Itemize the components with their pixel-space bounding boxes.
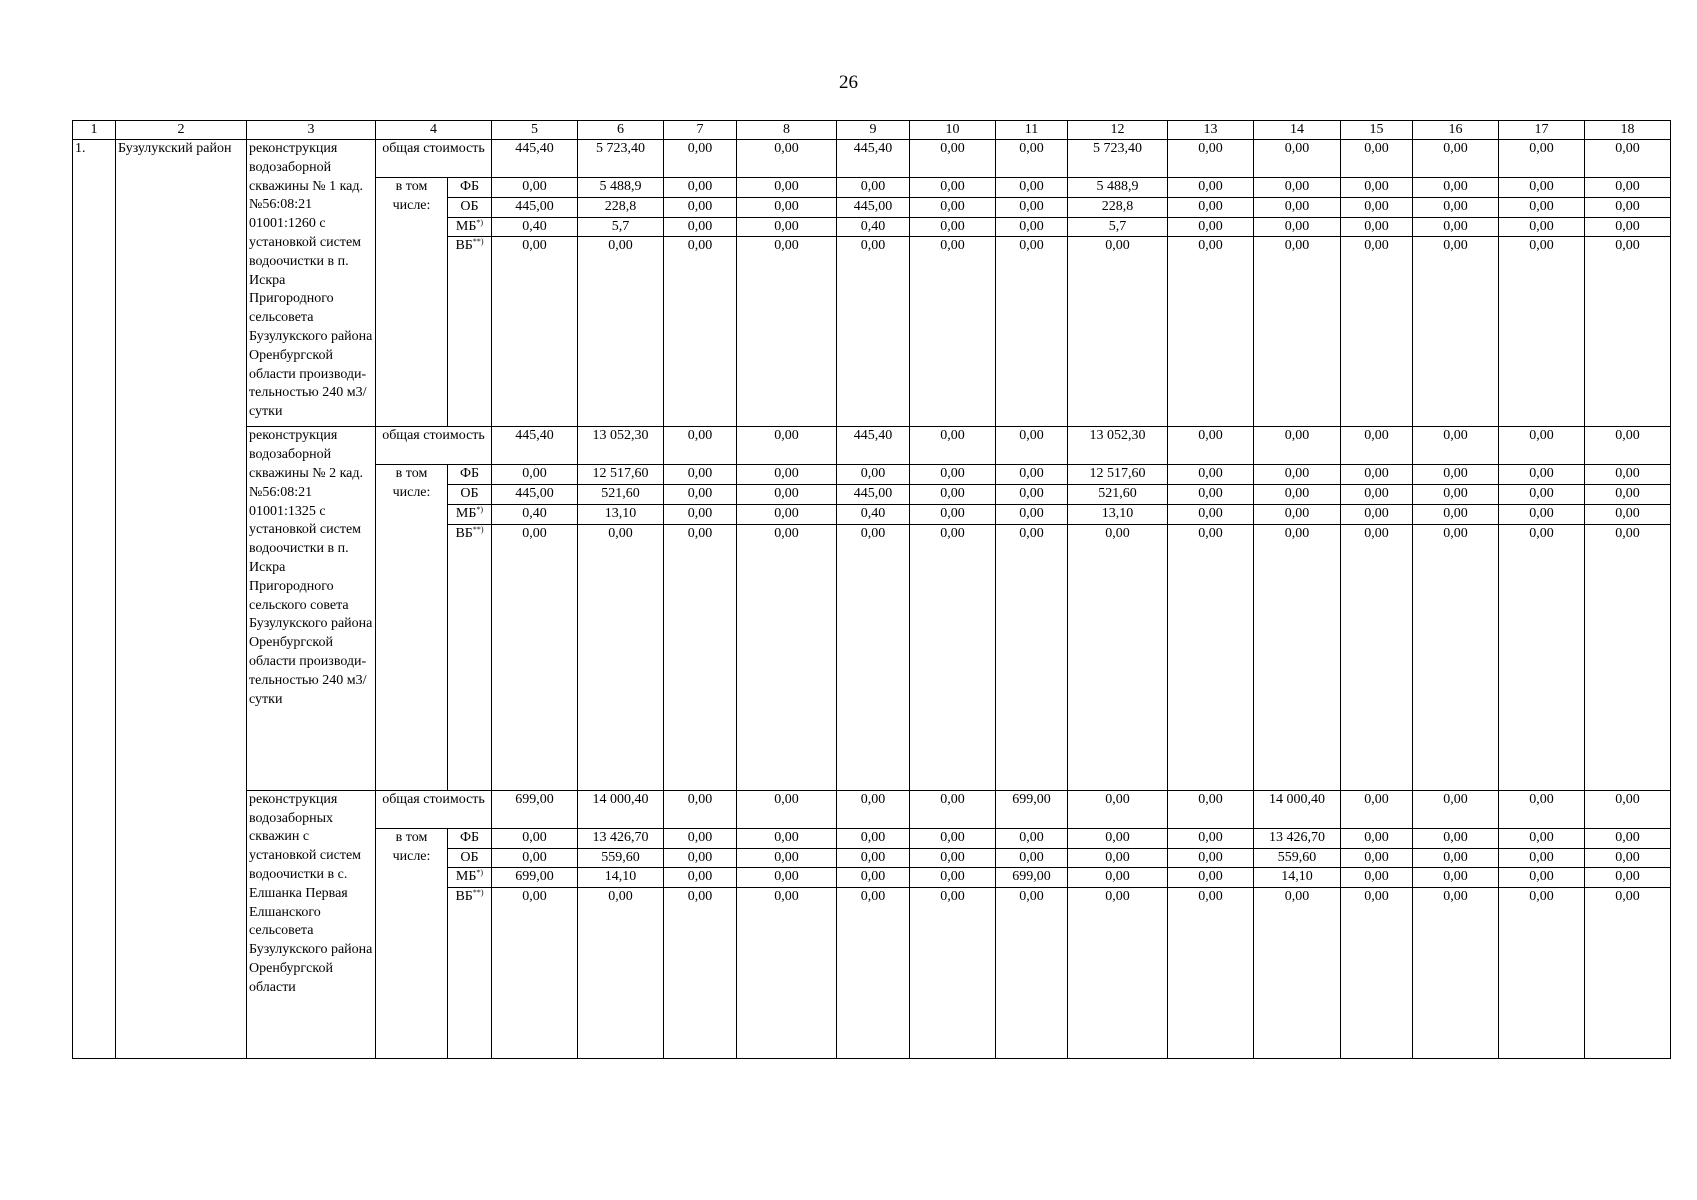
value-cell: 0,00: [996, 197, 1068, 217]
value-cell: 0,00: [1499, 427, 1585, 465]
value-cell: 5,7: [578, 217, 664, 237]
value-cell: 0,00: [664, 178, 737, 198]
source-code: ОБ: [460, 486, 479, 502]
value-cell: 0,00: [910, 828, 996, 848]
value-cell: 0,00: [737, 524, 837, 790]
value-cell: 0,00: [1413, 868, 1499, 888]
value-cell: 0,00: [910, 197, 996, 217]
value-cell: 0,00: [1168, 848, 1254, 868]
value-cell: 0,00: [1499, 848, 1585, 868]
source-code: ВБ: [455, 525, 473, 541]
value-cell: 0,00: [1254, 485, 1341, 505]
value-cell: 0,00: [664, 868, 737, 888]
value-cell: 0,00: [737, 217, 837, 237]
row-number: 1.: [73, 140, 116, 1059]
value-cell: 0,00: [1585, 828, 1671, 848]
value-cell: 0,00: [1413, 504, 1499, 524]
value-cell: 0,00: [1499, 868, 1585, 888]
table-row: [73, 140, 1671, 178]
value-cell: 0,00: [1168, 504, 1254, 524]
value-cell: 0,00: [837, 848, 910, 868]
total-cost-label: общая стоимость: [376, 140, 492, 178]
value-cell: 699,00: [996, 790, 1068, 828]
source-label: [448, 504, 492, 524]
value-cell: 699,00: [492, 868, 578, 888]
value-cell: 0,00: [996, 828, 1068, 848]
value-cell: 0,00: [492, 524, 578, 790]
value-cell: 0,00: [1168, 427, 1254, 465]
value-cell: 0,00: [1341, 178, 1413, 198]
value-cell: 0,00: [664, 237, 737, 427]
source-label: [448, 465, 492, 485]
value-cell: 0,00: [837, 828, 910, 848]
value-cell: 0,00: [1585, 790, 1671, 828]
value-cell: 0,00: [1168, 524, 1254, 790]
value-cell: 0,00: [1341, 868, 1413, 888]
value-cell: 0,00: [578, 888, 664, 1059]
value-cell: 0,40: [492, 504, 578, 524]
value-cell: 0,00: [1168, 790, 1254, 828]
value-cell: 14 000,40: [578, 790, 664, 828]
value-cell: 0,00: [1413, 524, 1499, 790]
value-cell: 0,00: [1499, 888, 1585, 1059]
value-cell: 13,10: [578, 504, 664, 524]
value-cell: 0,00: [910, 465, 996, 485]
value-cell: 0,00: [1341, 427, 1413, 465]
column-header: 9: [837, 121, 910, 140]
value-cell: 0,00: [1168, 140, 1254, 178]
value-cell: 699,00: [996, 868, 1068, 888]
value-cell: 0,00: [996, 237, 1068, 427]
value-cell: 228,8: [578, 197, 664, 217]
value-cell: 0,00: [492, 465, 578, 485]
source-code: ФБ: [459, 179, 480, 194]
column-header: 13: [1168, 121, 1254, 140]
value-cell: 445,00: [492, 197, 578, 217]
value-cell: 0,00: [1168, 828, 1254, 848]
value-cell: 0,00: [737, 888, 837, 1059]
value-cell: 0,00: [996, 524, 1068, 790]
value-cell: 0,00: [910, 868, 996, 888]
value-cell: 0,00: [492, 888, 578, 1059]
value-cell: 445,40: [492, 140, 578, 178]
table-row: [73, 790, 1671, 828]
value-cell: 445,00: [837, 197, 910, 217]
source-label: [448, 237, 492, 427]
value-cell: 0,00: [996, 140, 1068, 178]
value-cell: 0,00: [737, 178, 837, 198]
value-cell: 0,00: [578, 237, 664, 427]
source-code: ФБ: [459, 829, 480, 845]
value-cell: 0,00: [837, 790, 910, 828]
value-cell: 0,00: [1585, 848, 1671, 868]
value-cell: 0,00: [1585, 485, 1671, 505]
value-cell: 0,00: [737, 140, 837, 178]
source-code: ВБ: [455, 238, 473, 254]
value-cell: 0,00: [837, 888, 910, 1059]
value-cell: 521,60: [578, 485, 664, 505]
column-header: 15: [1341, 121, 1413, 140]
value-cell: 0,00: [910, 427, 996, 465]
value-cell: 13 426,70: [578, 828, 664, 848]
value-cell: 0,00: [996, 465, 1068, 485]
header-row: [73, 121, 1671, 140]
value-cell: 0,00: [1499, 237, 1585, 427]
value-cell: 0,00: [910, 140, 996, 178]
value-cell: 0,00: [1585, 888, 1671, 1059]
value-cell: 0,00: [664, 524, 737, 790]
value-cell: 12 517,60: [1068, 465, 1168, 485]
value-cell: 0,00: [996, 504, 1068, 524]
value-cell: 0,00: [1413, 465, 1499, 485]
column-header: 1: [73, 121, 116, 140]
value-cell: 0,40: [837, 217, 910, 237]
value-cell: 0,00: [1341, 197, 1413, 217]
total-cost-label: общая стоимость: [376, 790, 492, 828]
value-cell: 0,00: [996, 178, 1068, 198]
value-cell: 0,00: [737, 504, 837, 524]
table-body: [73, 121, 1671, 1059]
value-cell: 0,00: [1585, 178, 1671, 198]
value-cell: 0,00: [1585, 465, 1671, 485]
value-cell: 0,00: [492, 828, 578, 848]
source-label: [448, 848, 492, 868]
in-total-label: в том числе:: [376, 178, 448, 427]
value-cell: 14,10: [1254, 868, 1341, 888]
value-cell: 0,00: [737, 868, 837, 888]
value-cell: 5 723,40: [1068, 140, 1168, 178]
value-cell: 0,00: [664, 790, 737, 828]
value-cell: 0,00: [664, 217, 737, 237]
value-cell: 0,00: [1254, 427, 1341, 465]
budget-table: [72, 120, 1671, 1059]
value-cell: 0,00: [1585, 237, 1671, 427]
value-cell: 0,00: [1413, 427, 1499, 465]
value-cell: 0,00: [492, 237, 578, 427]
footnote-mark: *): [476, 504, 484, 514]
column-header: 7: [664, 121, 737, 140]
value-cell: 0,00: [1168, 465, 1254, 485]
value-cell: 0,40: [837, 504, 910, 524]
value-cell: 445,00: [492, 485, 578, 505]
value-cell: 0,00: [1585, 197, 1671, 217]
value-cell: 0,00: [1068, 524, 1168, 790]
value-cell: 14,10: [578, 868, 664, 888]
footnote-mark: **): [472, 237, 484, 247]
source-label: [448, 217, 492, 237]
value-cell: 0,00: [1254, 888, 1341, 1059]
value-cell: 0,00: [664, 140, 737, 178]
value-cell: 445,40: [492, 427, 578, 465]
value-cell: 14 000,40: [1254, 790, 1341, 828]
column-header: 17: [1499, 121, 1585, 140]
source-code: МБ: [455, 505, 477, 521]
value-cell: 0,00: [1068, 868, 1168, 888]
value-cell: 699,00: [492, 790, 578, 828]
source-label: [448, 828, 492, 848]
value-cell: 0,00: [837, 237, 910, 427]
value-cell: 0,00: [737, 465, 837, 485]
column-header: 11: [996, 121, 1068, 140]
value-cell: 0,00: [1341, 504, 1413, 524]
value-cell: 0,00: [737, 485, 837, 505]
value-cell: 0,00: [1168, 197, 1254, 217]
value-cell: 0,00: [910, 237, 996, 427]
value-cell: 0,00: [910, 178, 996, 198]
value-cell: 0,00: [737, 828, 837, 848]
object-name: реконструкция водозаборной скважины № 2 кад.№56:08:21 01001:1325 с установкой систем водоочистки в п. Искра Пригородного сельского совета Бузулукского района Оренбургской области производи-тельностью 240 м3/сутки: [247, 427, 376, 790]
value-cell: 0,00: [910, 485, 996, 505]
value-cell: 13 426,70: [1254, 828, 1341, 848]
value-cell: 5 488,9: [1068, 178, 1168, 198]
value-cell: 0,00: [1585, 217, 1671, 237]
value-cell: 0,00: [1168, 217, 1254, 237]
source-code: ФБ: [459, 466, 480, 482]
value-cell: 0,00: [1413, 237, 1499, 427]
value-cell: 0,00: [1413, 485, 1499, 505]
value-cell: 0,00: [737, 427, 837, 465]
value-cell: 0,00: [664, 888, 737, 1059]
value-cell: 0,00: [996, 427, 1068, 465]
value-cell: 0,00: [1499, 140, 1585, 178]
footnote-mark: *): [476, 217, 484, 227]
value-cell: 0,00: [664, 427, 737, 465]
value-cell: 0,00: [578, 524, 664, 790]
value-cell: 0,00: [1341, 140, 1413, 178]
footnote-mark: **): [472, 524, 484, 534]
value-cell: 0,00: [996, 485, 1068, 505]
column-header: 12: [1068, 121, 1168, 140]
value-cell: 0,00: [1413, 217, 1499, 237]
value-cell: 13 052,30: [1068, 427, 1168, 465]
value-cell: 0,00: [1499, 197, 1585, 217]
value-cell: 0,00: [737, 237, 837, 427]
object-name: реконструкция водозаборных скважин с установкой систем водоочистки в с. Елшанка Первая Елшанского сельсовета Бузулукского района Оренбургской области: [247, 790, 376, 1058]
column-header: 2: [116, 121, 247, 140]
value-cell: 0,00: [1413, 828, 1499, 848]
value-cell: 0,00: [1585, 427, 1671, 465]
district-name: Бузулукский район: [116, 140, 247, 1059]
value-cell: 0,00: [1413, 178, 1499, 198]
value-cell: 0,00: [1499, 504, 1585, 524]
source-code: МБ: [455, 218, 477, 234]
column-header: 3: [247, 121, 376, 140]
value-cell: 0,00: [910, 888, 996, 1059]
value-cell: 0,00: [1254, 197, 1341, 217]
value-cell: 0,00: [1413, 888, 1499, 1059]
column-header: 8: [737, 121, 837, 140]
value-cell: 0,00: [1168, 888, 1254, 1059]
value-cell: 228,8: [1068, 197, 1168, 217]
value-cell: 0,00: [837, 465, 910, 485]
value-cell: 0,00: [664, 197, 737, 217]
total-cost-label: общая стоимость: [376, 427, 492, 465]
value-cell: 0,00: [737, 197, 837, 217]
value-cell: 0,00: [1341, 465, 1413, 485]
value-cell: 0,00: [1254, 217, 1341, 237]
value-cell: 0,00: [1168, 178, 1254, 198]
value-cell: 5,7: [1068, 217, 1168, 237]
value-cell: 0,00: [737, 848, 837, 868]
value-cell: 0,00: [996, 888, 1068, 1059]
value-cell: 559,60: [1254, 848, 1341, 868]
value-cell: 0,00: [737, 790, 837, 828]
value-cell: 0,00: [1068, 790, 1168, 828]
value-cell: 0,00: [664, 485, 737, 505]
value-cell: 0,00: [1585, 868, 1671, 888]
value-cell: 445,00: [837, 485, 910, 505]
column-header: 4: [376, 121, 492, 140]
value-cell: 0,00: [1499, 485, 1585, 505]
value-cell: 0,00: [1585, 140, 1671, 178]
source-label: [448, 888, 492, 1059]
column-header: 16: [1413, 121, 1499, 140]
value-cell: 0,00: [1254, 524, 1341, 790]
source-label: [448, 485, 492, 505]
value-cell: 0,00: [1341, 485, 1413, 505]
value-cell: 0,00: [664, 828, 737, 848]
value-cell: 0,00: [1413, 140, 1499, 178]
value-cell: 0,00: [1341, 848, 1413, 868]
value-cell: 0,00: [1585, 524, 1671, 790]
value-cell: 0,00: [837, 868, 910, 888]
value-cell: 0,00: [1499, 178, 1585, 198]
value-cell: 0,00: [1254, 140, 1341, 178]
in-total-label: в том числе:: [376, 828, 448, 1058]
value-cell: 0,00: [996, 848, 1068, 868]
object-name: реконструкция водозаборной скважины № 1 кад.№56:08:21 01001:1260 с установкой систем водоочистки в п. Искра Пригородного сельсовета Бузулукского района Оренбургской области производи-тельностью 240 м3/сутки: [247, 140, 376, 427]
value-cell: 0,00: [1499, 524, 1585, 790]
value-cell: 0,00: [837, 178, 910, 198]
value-cell: 5 723,40: [578, 140, 664, 178]
value-cell: 0,00: [1413, 848, 1499, 868]
value-cell: 0,00: [1341, 524, 1413, 790]
value-cell: 0,00: [1341, 217, 1413, 237]
value-cell: 0,00: [1341, 237, 1413, 427]
value-cell: 0,00: [1341, 790, 1413, 828]
value-cell: 0,00: [1254, 504, 1341, 524]
value-cell: 0,00: [1254, 237, 1341, 427]
source-code: ВБ: [455, 889, 473, 905]
value-cell: 0,00: [1068, 828, 1168, 848]
footnote-mark: *): [476, 868, 484, 878]
value-cell: 0,40: [492, 217, 578, 237]
column-header: 5: [492, 121, 578, 140]
column-header: 10: [910, 121, 996, 140]
value-cell: 0,00: [1068, 888, 1168, 1059]
value-cell: 0,00: [910, 524, 996, 790]
value-cell: 445,40: [837, 140, 910, 178]
value-cell: 5 488,9: [578, 178, 664, 198]
value-cell: 0,00: [910, 848, 996, 868]
value-cell: 445,40: [837, 427, 910, 465]
value-cell: 0,00: [1168, 868, 1254, 888]
value-cell: 521,60: [1068, 485, 1168, 505]
in-total-label: в том числе:: [376, 465, 448, 790]
value-cell: 0,00: [910, 504, 996, 524]
source-label: [448, 197, 492, 217]
value-cell: 0,00: [664, 504, 737, 524]
value-cell: 0,00: [1499, 465, 1585, 485]
value-cell: 559,60: [578, 848, 664, 868]
value-cell: 0,00: [1585, 504, 1671, 524]
value-cell: 0,00: [1168, 237, 1254, 427]
value-cell: 0,00: [664, 848, 737, 868]
value-cell: 13,10: [1068, 504, 1168, 524]
value-cell: 0,00: [910, 790, 996, 828]
table-row: [73, 427, 1671, 465]
column-header: 14: [1254, 121, 1341, 140]
footnote-mark: **): [472, 888, 484, 898]
value-cell: 0,00: [1499, 828, 1585, 848]
page-number: 26: [839, 72, 858, 93]
source-code: МБ: [455, 869, 477, 885]
value-cell: 0,00: [1341, 888, 1413, 1059]
value-cell: 0,00: [1341, 828, 1413, 848]
value-cell: 0,00: [1499, 217, 1585, 237]
value-cell: 0,00: [1413, 197, 1499, 217]
value-cell: 0,00: [910, 217, 996, 237]
source-label: [448, 868, 492, 888]
value-cell: 0,00: [492, 178, 578, 198]
value-cell: 0,00: [492, 848, 578, 868]
column-header: 18: [1585, 121, 1671, 140]
source-code: ОБ: [460, 198, 479, 214]
value-cell: 0,00: [837, 524, 910, 790]
value-cell: 0,00: [664, 465, 737, 485]
column-header: 6: [578, 121, 664, 140]
value-cell: 0,00: [1068, 848, 1168, 868]
value-cell: 0,00: [1068, 237, 1168, 427]
value-cell: 0,00: [1499, 790, 1585, 828]
value-cell: 0,00: [996, 217, 1068, 237]
source-label: [448, 524, 492, 790]
value-cell: 0,00: [1254, 178, 1341, 198]
value-cell: 0,00: [1254, 465, 1341, 485]
source-code: ОБ: [460, 849, 479, 865]
source-label: [448, 178, 492, 198]
value-cell: 0,00: [1168, 485, 1254, 505]
value-cell: 0,00: [1413, 790, 1499, 828]
value-cell: 12 517,60: [578, 465, 664, 485]
value-cell: 13 052,30: [578, 427, 664, 465]
